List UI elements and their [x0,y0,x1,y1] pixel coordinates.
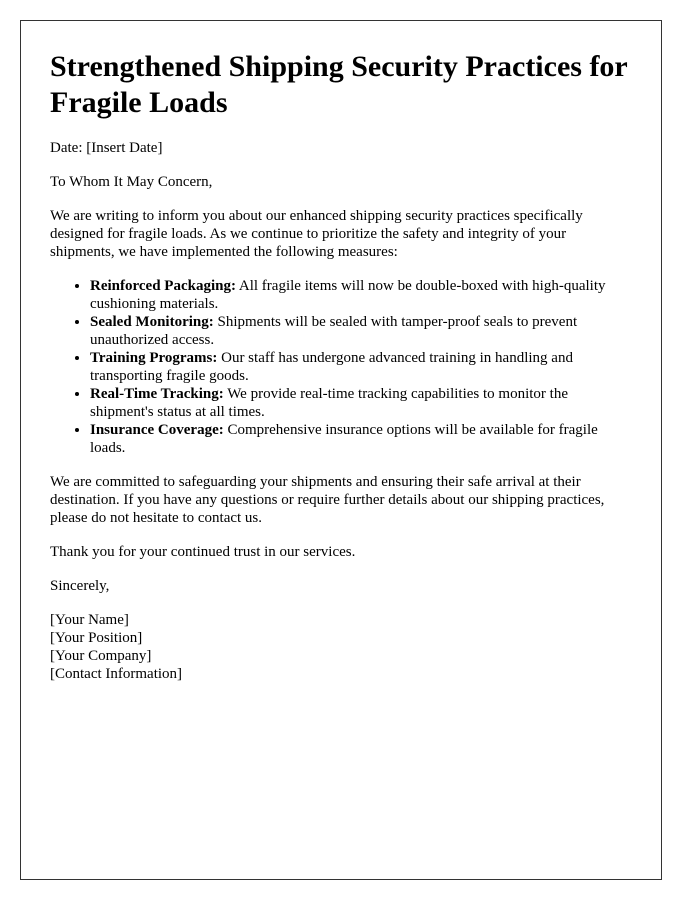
list-item [90,421,632,457]
closing: Sincerely, [50,578,110,594]
list-item [90,313,632,349]
measures-list [50,277,632,457]
signature-contact: [Contact Information] [50,666,183,682]
letter-title: Strengthened Shipping Security Practices for Fragile Loads [50,50,628,119]
measure-text: Our staff has undergone advanced training in handling and transporting fragile goods. [90,350,573,384]
measure-text: All fragile items will now be double-boxed with high-quality cushioning materials. [90,278,606,312]
list-item [90,277,632,313]
measure-text: We provide real-time tracking capabilities to monitor the shipment's status at all times. [90,386,568,420]
intro-paragraph: We are writing to inform you about our enhanced shipping security practices specifically designed for fragile loads. As we continue to prioritize the safety and integrity of your shipments, we have implemented the following measures: [50,208,583,260]
measure-term: Training Programs: [90,350,218,366]
list-item [90,349,632,385]
measure-text: Comprehensive insurance options will be available for fragile loads. [90,422,598,456]
salutation: To Whom It May Concern, [50,174,213,190]
thanks-paragraph: Thank you for your continued trust in our services. [50,544,356,560]
signature-block [50,611,632,683]
commitment-paragraph: We are committed to safeguarding your shipments and ensuring their safe arrival at their destination. If you have any questions or require further details about our shipping practices, please do not hesitate to contact us. [50,474,605,526]
signature-company: [Your Company] [50,648,152,664]
signature-position: [Your Position] [50,630,143,646]
measure-term: Reinforced Packaging: [90,278,236,294]
measure-term: Insurance Coverage: [90,422,224,438]
measure-term: Sealed Monitoring: [90,314,214,330]
list-item [90,385,632,421]
measure-text: Shipments will be sealed with tamper-proof seals to prevent unauthorized access. [90,314,578,348]
letter-page [20,20,662,880]
measure-term: Real-Time Tracking: [90,386,224,402]
date-line: Date: [Insert Date] [50,140,163,156]
signature-name: [Your Name] [50,612,129,628]
